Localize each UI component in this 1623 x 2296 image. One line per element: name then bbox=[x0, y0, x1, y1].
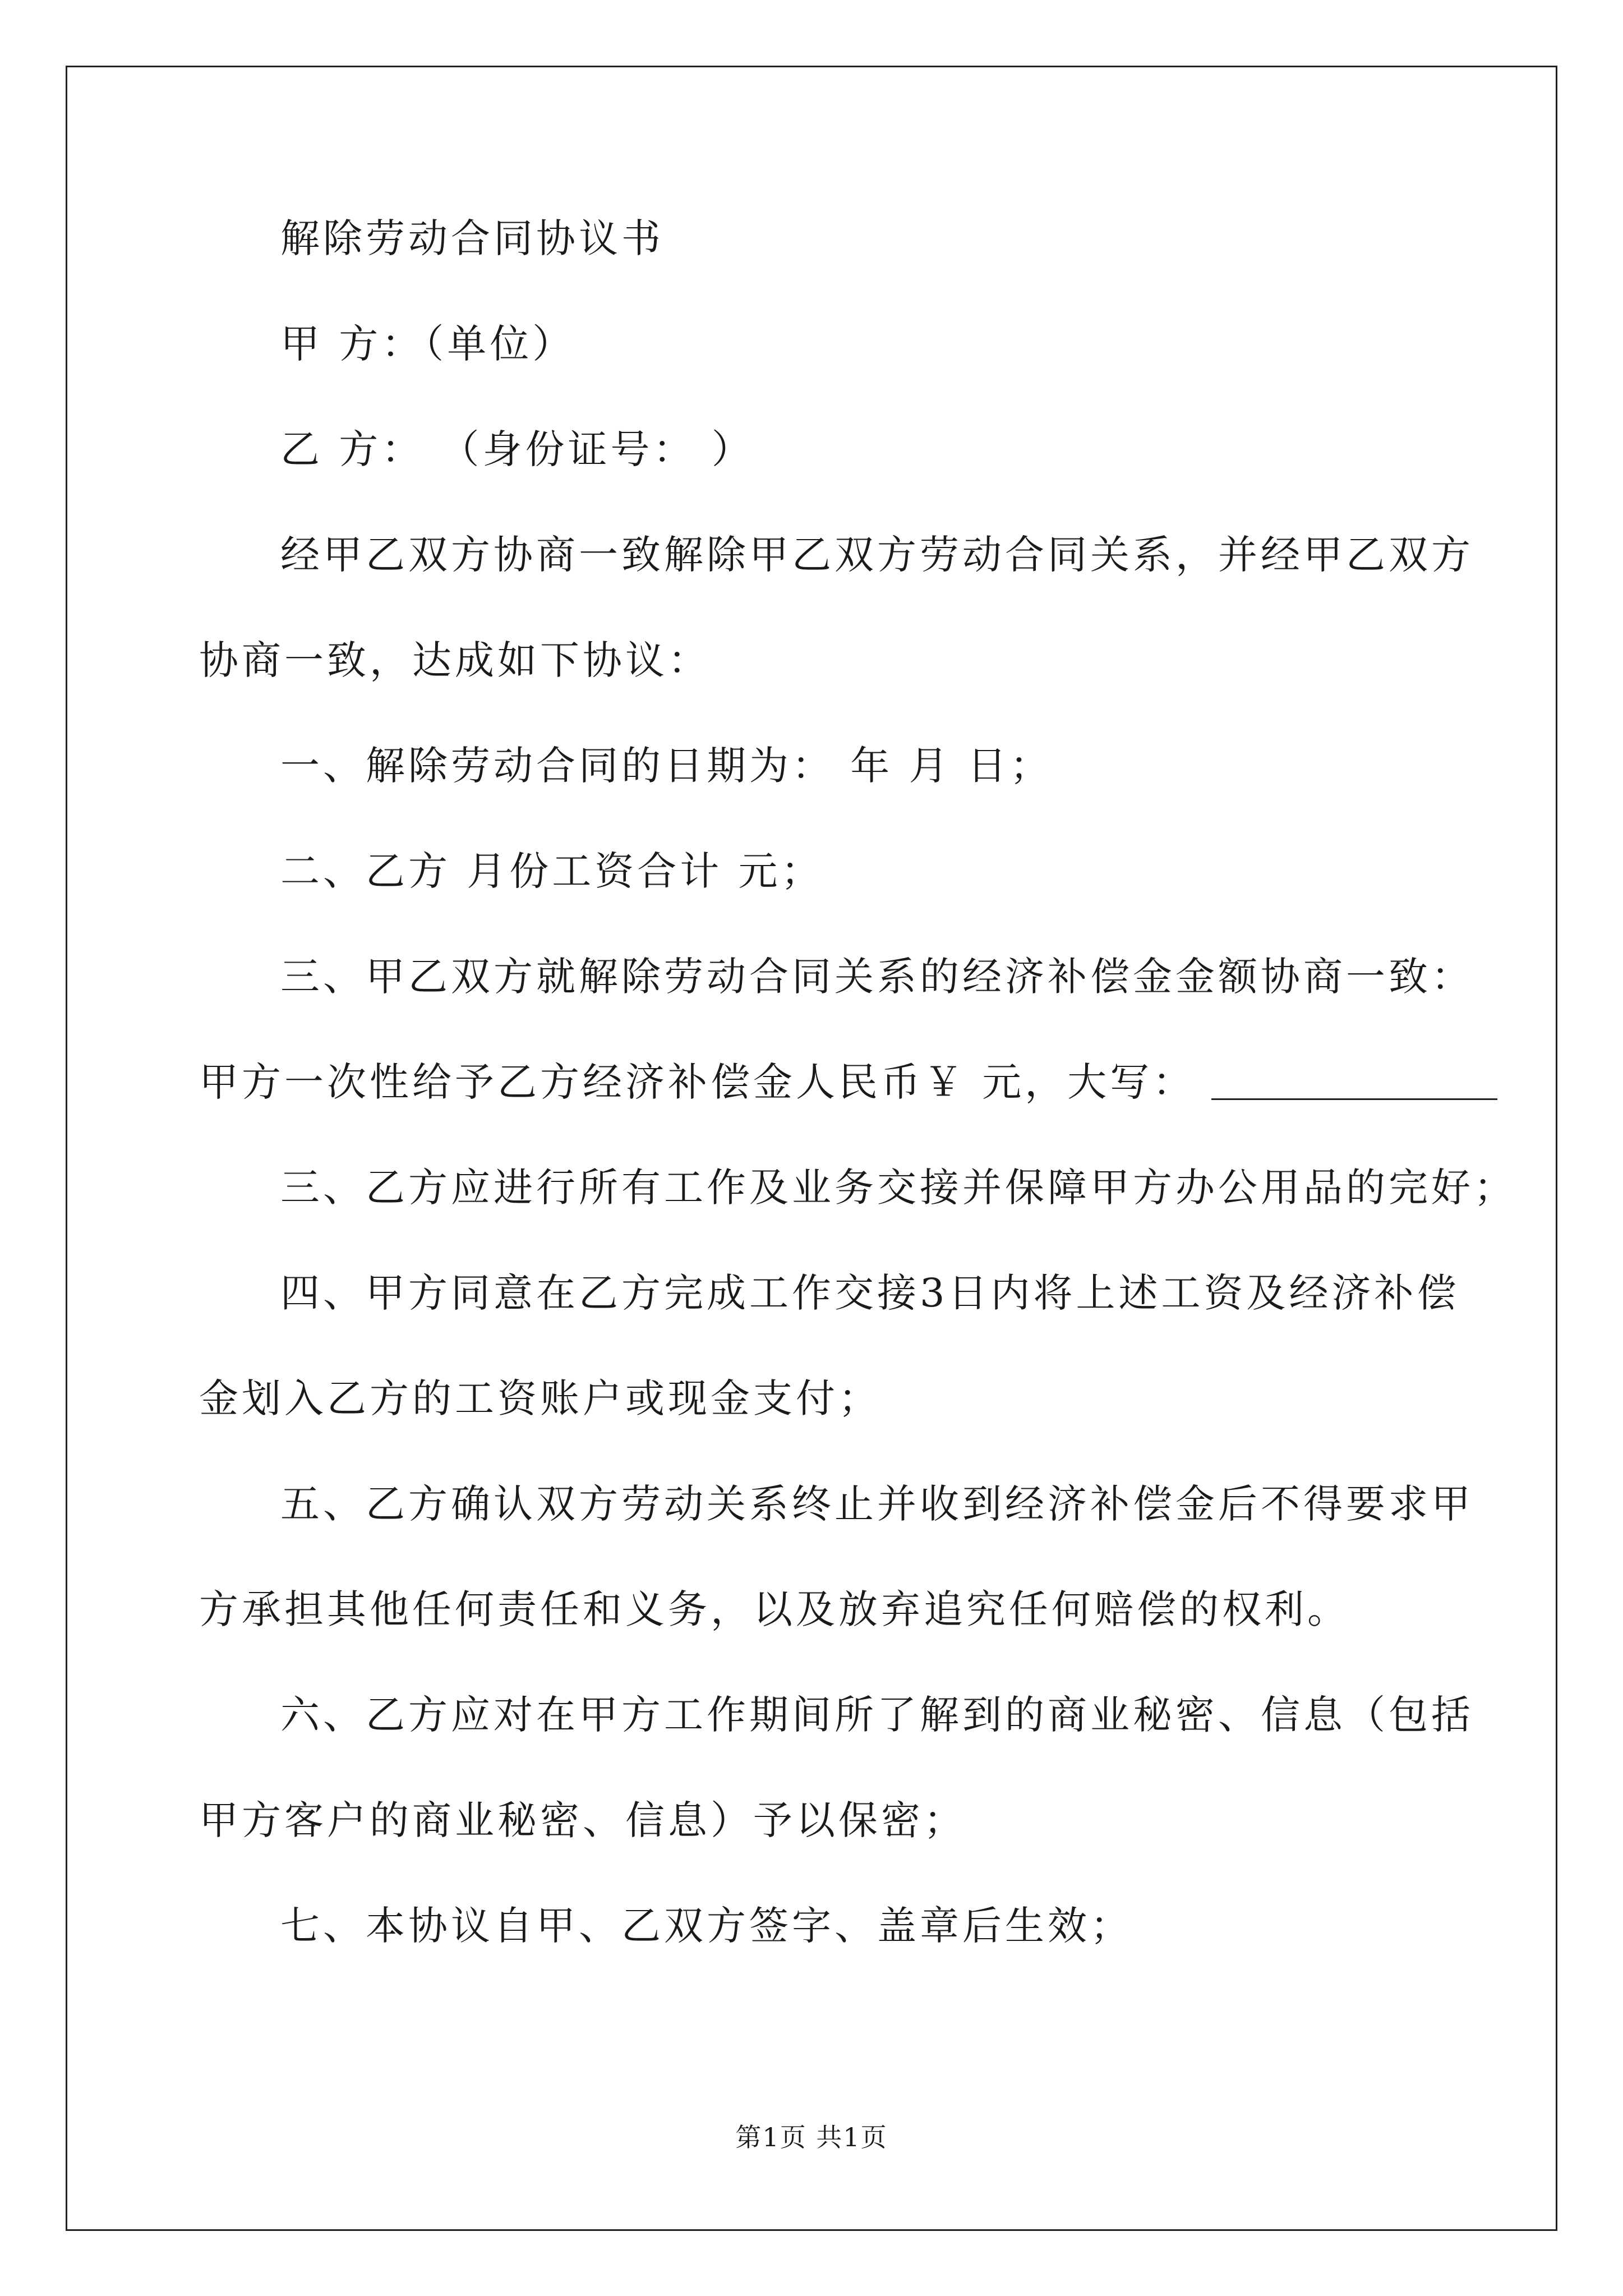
clause-4-line-1: 四、甲方同意在乙方完成工作交接3日内将上述工资及经济补偿 bbox=[280, 1270, 1460, 1316]
intro-line-1: 经甲乙双方协商一致解除甲乙双方劳动合同关系，并经甲乙双方 bbox=[280, 532, 1474, 578]
clause-6-line-1: 六、乙方应对在甲方工作期间所了解到的商业秘密、信息（包括 bbox=[280, 1692, 1474, 1738]
clause-1: 一、解除劳动合同的日期为： 年 月 日； bbox=[280, 743, 1053, 789]
clause-6-line-2: 甲方客户的商业秘密、信息）予以保密； bbox=[199, 1797, 966, 1843]
clause-2: 二、乙方 月份工资合计 元； bbox=[280, 848, 824, 894]
document-title: 解除劳动合同协议书 bbox=[280, 215, 664, 261]
intro-line-2: 协商一致，达成如下协议： bbox=[199, 637, 711, 683]
amount-in-words-blank bbox=[1211, 1065, 1497, 1100]
clause-3-line-1: 三、甲乙双方就解除劳动合同关系的经济补偿金金额协商一致： bbox=[280, 954, 1474, 1000]
clause-5-line-1: 五、乙方确认双方劳动关系终止并收到经济补偿金后不得要求甲 bbox=[280, 1481, 1474, 1527]
clause-7: 七、本协议自甲、乙双方签字、盖章后生效； bbox=[280, 1903, 1133, 1949]
clause-4-line-2: 金划入乙方的工资账户或现金支付； bbox=[199, 1375, 881, 1421]
clause-5-line-2: 方承担其他任何责任和义务，以及放弃追究任何赔偿的权利。 bbox=[199, 1586, 1350, 1632]
clause-3b: 三、乙方应进行所有工作及业务交接并保障甲方办公用品的完好； bbox=[280, 1165, 1516, 1211]
clause-3-line-2-text: 甲方一次性给予乙方经济补偿金人民币￥ 元，大写： bbox=[199, 1059, 1196, 1105]
party-a-line: 甲 方：（单位） bbox=[280, 321, 575, 367]
clause-3-line-2 bbox=[199, 1057, 1497, 1107]
party-b-line: 乙 方： （身份证号： ） bbox=[280, 426, 754, 472]
page-number-footer: 第1页 共1页 bbox=[735, 2122, 888, 2152]
